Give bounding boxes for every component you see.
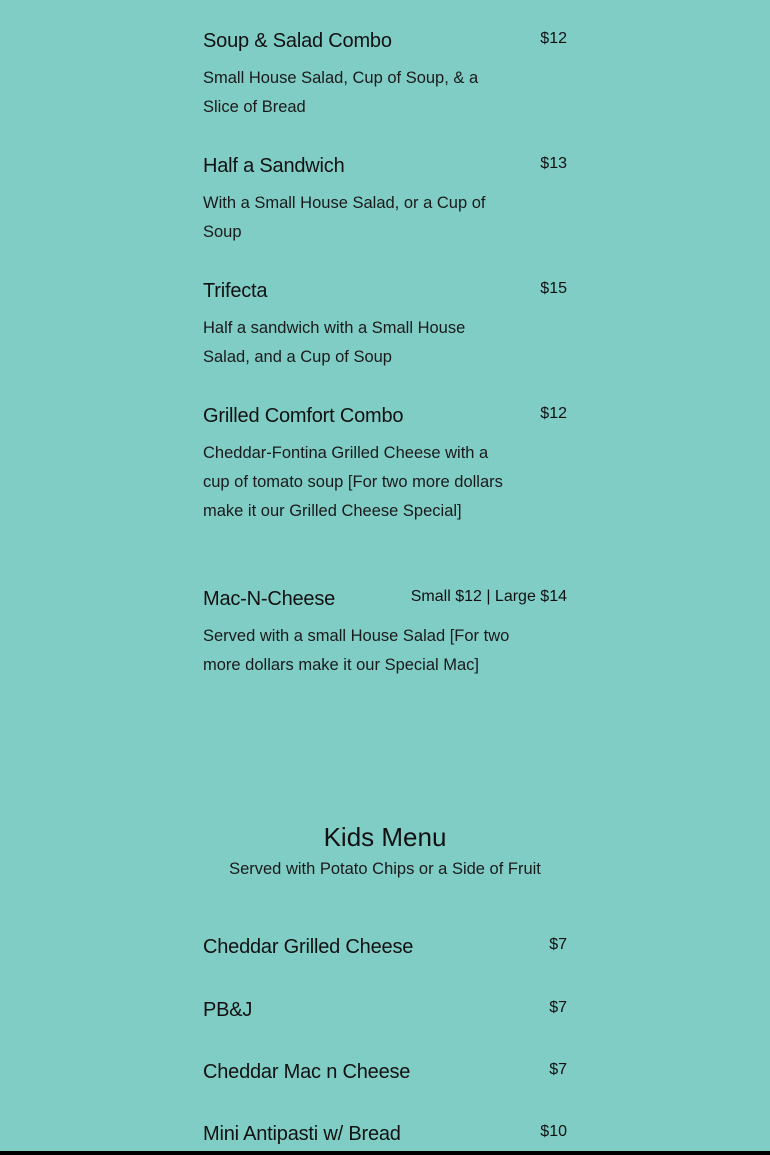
menu-item-name: PB&J bbox=[203, 999, 253, 1021]
kids-menu-title: Kids Menu bbox=[323, 822, 447, 852]
menu-item-description: Half a sandwich with a Small House Salad, and a Cup of Soup bbox=[203, 319, 466, 366]
menu-item-price: $12 bbox=[540, 30, 567, 47]
menu-item-description: Served with a small House Salad [For two more dollars make it our Special Mac] bbox=[203, 627, 510, 674]
menu-item-name: Cheddar Mac n Cheese bbox=[203, 1061, 411, 1083]
menu-item-name: Soup & Salad Combo bbox=[203, 30, 392, 52]
menu-item-price: $7 bbox=[549, 936, 567, 953]
menu-item-name: Trifecta bbox=[203, 280, 268, 302]
menu-item-price: $7 bbox=[549, 999, 567, 1016]
bottom-divider bbox=[0, 1151, 770, 1155]
menu-item-description: With a Small House Salad, or a Cup of Soup bbox=[203, 194, 486, 241]
menu-item-name: Mac-N-Cheese bbox=[203, 588, 336, 610]
menu-item-description: Small House Salad, Cup of Soup, & a Slice of Bread bbox=[203, 69, 479, 116]
menu-item-description: Cheddar-Fontina Grilled Cheese with a cup of tomato soup [For two more dollars make it our Grilled Cheese Special] bbox=[203, 444, 503, 520]
menu-item-price: $13 bbox=[540, 155, 567, 172]
menu-item-name: Mini Antipasti w/ Bread bbox=[203, 1123, 401, 1145]
menu-item-price: $10 bbox=[540, 1123, 567, 1140]
menu-item-name: Grilled Comfort Combo bbox=[203, 405, 404, 427]
menu-item-price: Small $12 | Large $14 bbox=[410, 588, 567, 605]
menu-item-price: $12 bbox=[540, 405, 567, 422]
kids-menu-subtitle: Served with Potato Chips or a Side of Fruit bbox=[229, 860, 541, 878]
menu-item-name: Half a Sandwich bbox=[203, 155, 345, 177]
menu-item-name: Cheddar Grilled Cheese bbox=[203, 936, 414, 958]
menu-item-price: $15 bbox=[540, 280, 567, 297]
menu-item-price: $7 bbox=[549, 1061, 567, 1078]
